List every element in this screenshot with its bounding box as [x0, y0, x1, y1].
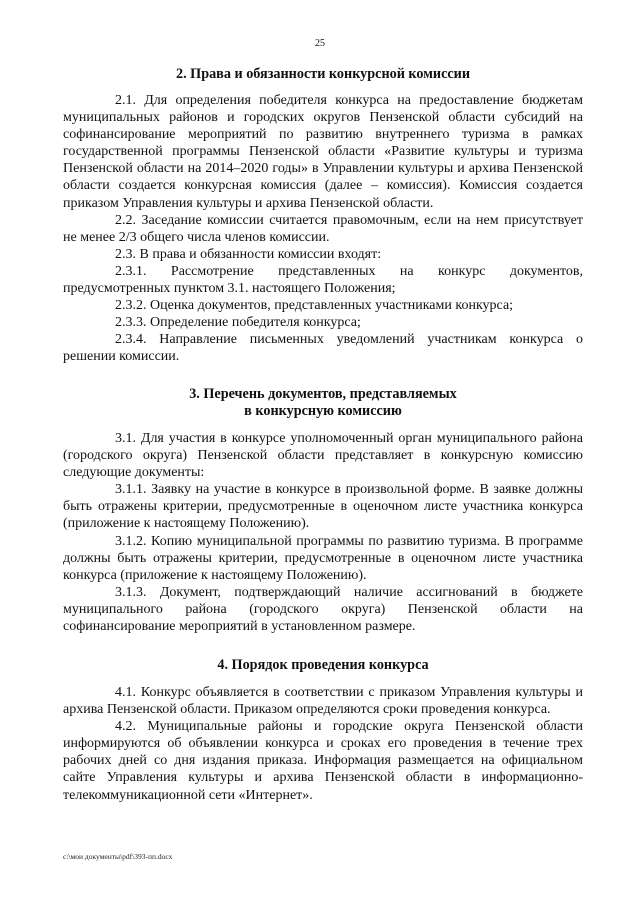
paragraph-4-2: 4.2. Муниципальные районы и городские округа Пензенской области информируются об объявлении конкурса и сроках его проведения в течение трех рабочих дней со дня издания приказа. Информация размещается на официальном сайте Управления культуры и архива Пензенской области в информационно-телекоммуникационной сети «Интернет».: [63, 719, 583, 803]
paragraph-3-1-2: 3.1.2. Копию муниципальной программы по развитию туризма. В программе должны быть отражены критерии, предусмотренные в оценочном листе участника конкурса (приложение к настоящему Положению).: [63, 533, 583, 583]
footer-file-path: c:\мои документы\pdf\393-пп.docx: [63, 852, 173, 861]
paragraph-2-2: 2.2. Заседание комиссии считается правомочным, если на нем присутствует не менее 2/3 общего числа членов комиссии.: [63, 212, 583, 245]
section-3-heading-line-2: в конкурсную комиссию: [244, 403, 402, 419]
paragraph-3-1: 3.1. Для участия в конкурсе уполномоченный орган муниципального района (городского округа) Пензенской области представляет в конкурсную комиссию следующие документы:: [63, 431, 583, 481]
section-2-heading: 2. Права и обязанности конкурсной комиссии: [175, 66, 471, 82]
section-4-heading: 4. Порядок проведения конкурса: [217, 657, 429, 673]
paragraph-2-3: 2.3. В права и обязанности комиссии входят:: [115, 246, 382, 262]
paragraph-4-1: 4.1. Конкурс объявляется в соответствии с приказом Управления культуры и архива Пензенской области. Приказом определяются сроки проведения конкурса.: [63, 685, 583, 718]
page-number: 25: [315, 38, 325, 49]
section-3-heading: [63, 386, 583, 420]
section-3-heading-line-1: 3. Перечень документов, представляемых: [189, 386, 457, 402]
section-4-body: [63, 684, 583, 804]
paragraph-2-3-1: 2.3.1. Рассмотрение представленных на конкурс документов, предусмотренных пунктом 3.1. настоящего Положения;: [63, 263, 583, 297]
paragraph-2-1: 2.1. Для определения победителя конкурса на предоставление бюджетам муниципальных районов и городских округов Пензенской области субсидий на софинансирование мероприятий по развитию внутреннего туризма в рамках государственной программы Пензенской области «Развитие культуры и туризма Пензенской области на 2014–2020 годы» в Управлении культуры и архива Пензенской области создается конкурсная комиссия (далее – комиссия). Комиссия создается приказом Управления культуры и архива Пензенской области.: [63, 93, 583, 211]
paragraph-3-1-1: 3.1.1. Заявку на участие в конкурсе в произвольной форме. В заявке должны быть отражены критерии, предусмотренные в оценочном листе участника конкурса (приложение к настоящему Положению).: [63, 482, 583, 532]
paragraph-2-3-3: 2.3.3. Определение победителя конкурса;: [115, 315, 361, 331]
paragraph-3-1-3: 3.1.3. Документ, подтверждающий наличие ассигнований в бюджете муниципального района (городского округа) Пензенской области на софинансирование мероприятий в установленном размере.: [63, 584, 583, 635]
section-3-body: [63, 430, 583, 635]
paragraph-2-3-4: 2.3.4. Направление письменных уведомлений участникам конкурса о решении комиссии.: [63, 332, 583, 365]
paragraph-2-3-2: 2.3.2. Оценка документов, представленных участниками конкурса;: [115, 298, 514, 314]
section-2-body: [63, 92, 583, 366]
